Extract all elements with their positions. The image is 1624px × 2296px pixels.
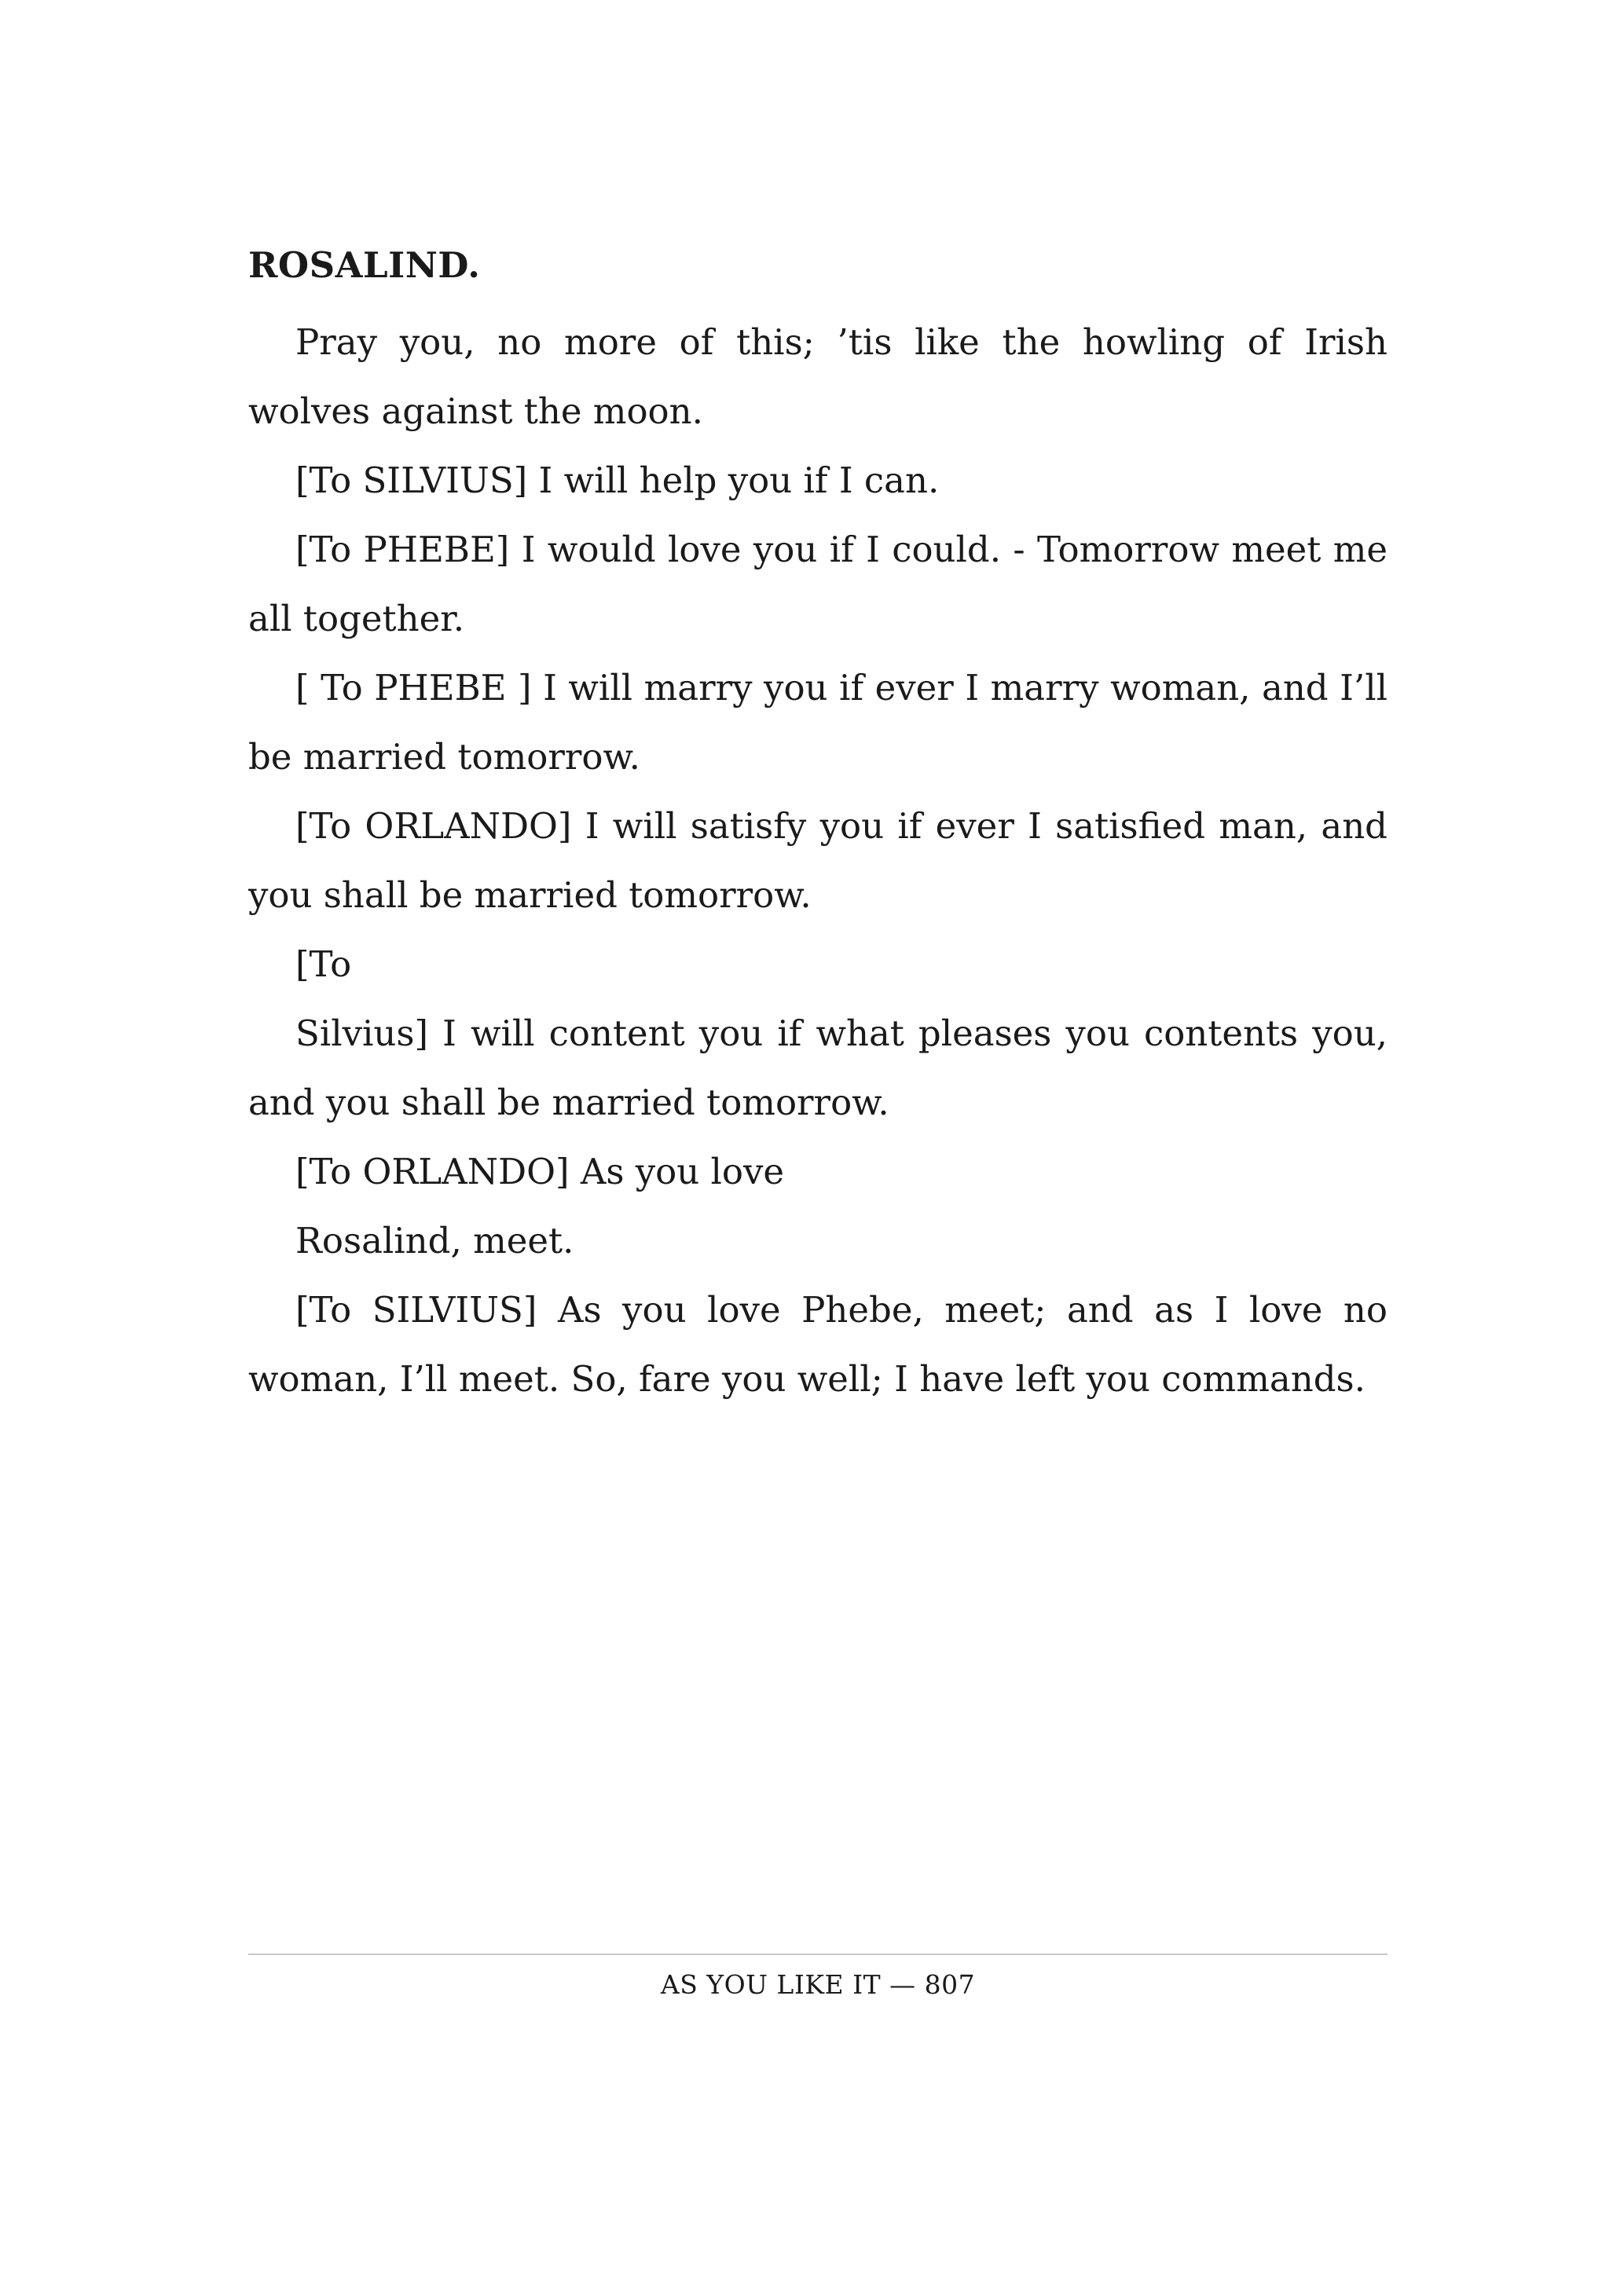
- speech-paragraph: [To PHEBE] I would love you if I could. - Tomorrow meet me all together.: [248, 529, 1388, 639]
- speech-paragraph: Silvius] I will content you if what pleases you contents you, and you shall be married tomorrow.: [248, 1013, 1388, 1123]
- speech-paragraph: [To ORLANDO] As you love: [295, 1151, 785, 1192]
- speech-paragraph: [ To PHEBE ] I will marry you if ever I marry woman, and I’ll be married tomorrow.: [248, 667, 1388, 778]
- speech-paragraph: Rosalind, meet.: [295, 1220, 574, 1262]
- speech-paragraph: [To: [295, 943, 352, 985]
- speech-paragraph: [To SILVIUS] I will help you if I can.: [295, 460, 940, 501]
- dialogue-block: [248, 240, 1388, 1414]
- speech-paragraph: Pray you, no more of this; ’tis like the howling of Irish wolves against the moon.: [248, 321, 1388, 432]
- page-footer: AS YOU LIKE IT — 807: [660, 1969, 976, 2000]
- footer-divider: [248, 1954, 1388, 1955]
- speech-paragraph: [To ORLANDO] I will satisfy you if ever I satisfied man, and you shall be married tomorrow.: [248, 805, 1388, 916]
- speaker-name: ROSALIND.: [248, 244, 481, 286]
- speech-paragraph: [To SILVIUS] As you love Phebe, meet; and as I love no woman, I’ll meet. So, fare you well; I have left you commands.: [248, 1289, 1388, 1400]
